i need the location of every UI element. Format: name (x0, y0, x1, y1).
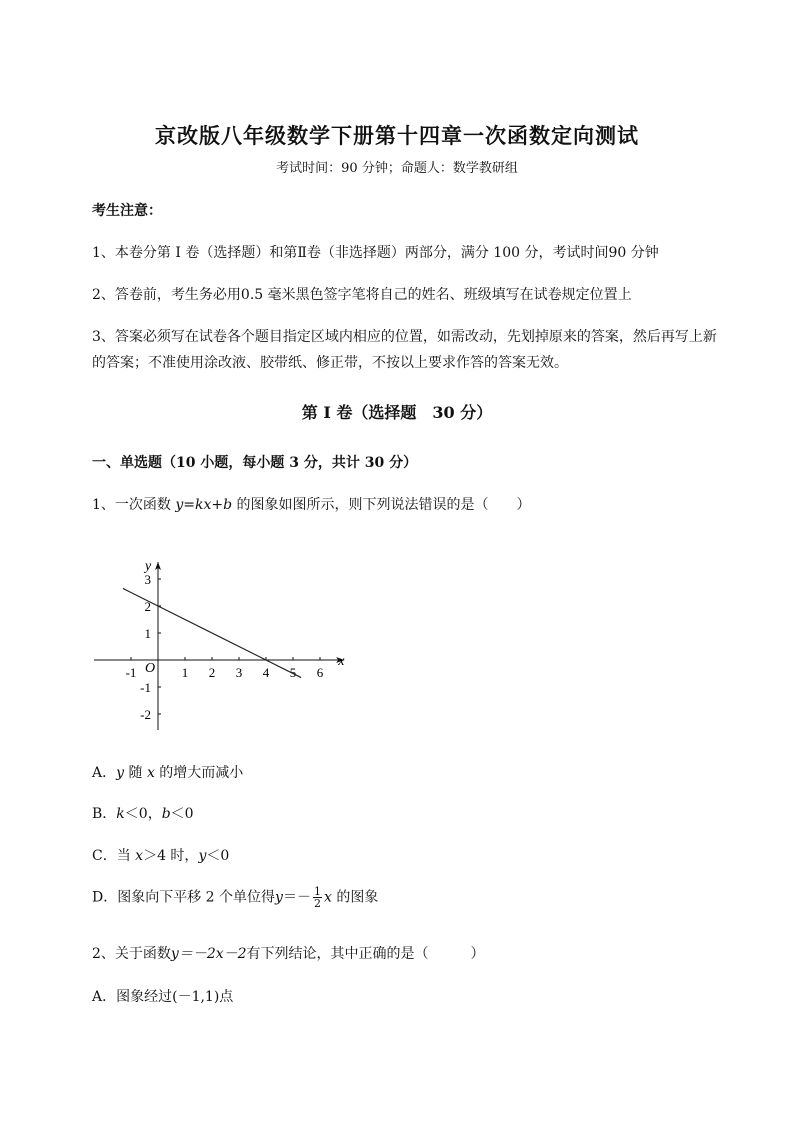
var-k: k (116, 806, 125, 822)
var-x: x (323, 889, 332, 906)
q2-formula: y＝－2x－2 (170, 946, 247, 962)
y-tick-label: 1 (144, 626, 151, 641)
var-y: y (275, 889, 283, 906)
var-y: y (116, 765, 125, 781)
x-tick-label: 1 (181, 665, 189, 680)
function-graph (90, 535, 360, 730)
exam-info: 考试时间：90 分钟；命题人：数学教研组 (276, 161, 518, 176)
q1-stem-prefix: 1、一次函数 (92, 497, 176, 513)
x-tick-label: 2 (208, 665, 216, 680)
page-title: 京改版八年级数学下册第十四章一次函数定向测试 (155, 123, 639, 148)
q2-option-a[interactable]: A．图象经过(－1,1)点 (92, 989, 234, 1005)
notice-item-1: 1、本卷分第 I 卷（选择题）和第Ⅱ卷（非选择题）两部分，满分 100 分，考试时间90 分钟 (92, 245, 659, 261)
x-tick-label: 6 (316, 665, 324, 680)
notice-heading: 考生注意： (92, 203, 162, 219)
y-tick-label: 2 (144, 599, 151, 614)
option-label: C．当 (92, 848, 136, 864)
x-tick-label: 5 (289, 665, 297, 680)
q1-option-d[interactable] (92, 886, 378, 909)
part-heading: 一、单选题（10 小题，每小题 3 分，共计 30 分） (92, 455, 418, 471)
var-x: x (146, 765, 155, 781)
q1-option-a[interactable] (92, 762, 243, 782)
x-tick-label: 4 (262, 665, 270, 680)
option-text: ＝－ (282, 889, 311, 906)
fraction-numerator: 1 (313, 885, 321, 898)
question-1-stem (92, 494, 531, 514)
q1-stem-suffix: 的图象如图所示，则下列说法错误的是（ ） (232, 497, 531, 513)
option-text: ＞4 时， (143, 848, 199, 864)
y-tick-label: -2 (140, 707, 151, 722)
x-tick-label: 3 (235, 665, 243, 680)
fraction-denominator: 2 (313, 897, 321, 910)
option-text: 随 (124, 765, 147, 781)
var-x: x (135, 848, 144, 864)
section-title: 第 I 卷（选择题 30 分） (301, 403, 493, 422)
q2-stem-prefix: 2、关于函数 (92, 946, 171, 962)
notice-item-3: 3、答案必须写在试卷各个题目指定区域内相应的位置，如需改动，先划掉原来的答案，然后再写上新 (92, 329, 717, 345)
option-text: ＜0， (124, 806, 162, 822)
q1-option-c[interactable] (92, 845, 229, 865)
y-tick-label: 3 (144, 572, 151, 587)
option-label: D．图象向下平移 2 个单位得 (92, 889, 276, 906)
option-label: A． (92, 765, 117, 781)
x-axis-label: x (338, 654, 345, 669)
var-b: b (161, 806, 171, 822)
notice-item-2: 2、答卷前，考生务必用0.5 毫米黑色签字笔将自己的姓名、班级填写在试卷规定位置上 (92, 287, 632, 303)
option-text: ＜0 (206, 848, 230, 864)
y-tick-label: -1 (140, 680, 151, 695)
option-label: B． (92, 806, 117, 822)
origin-label: O (145, 661, 156, 676)
q1-formula: y=kx+b (175, 497, 233, 513)
q1-option-b[interactable] (92, 803, 194, 823)
option-text: ＜0 (170, 806, 194, 822)
y-axis-label: y (145, 559, 152, 574)
notice-item-3-cont: 的答案；不准使用涂改液、胶带纸、修正带，不按以上要求作答的答案无效。 (92, 355, 568, 371)
option-text: 的增大而减小 (154, 765, 244, 781)
fraction-one-half (313, 886, 322, 909)
question-2-stem (92, 943, 485, 963)
var-y: y (198, 848, 207, 864)
option-text: 的图象 (331, 889, 379, 906)
q2-stem-suffix: 有下列结论，其中正确的是（ ） (246, 946, 485, 962)
x-tick-label: -1 (125, 665, 137, 680)
